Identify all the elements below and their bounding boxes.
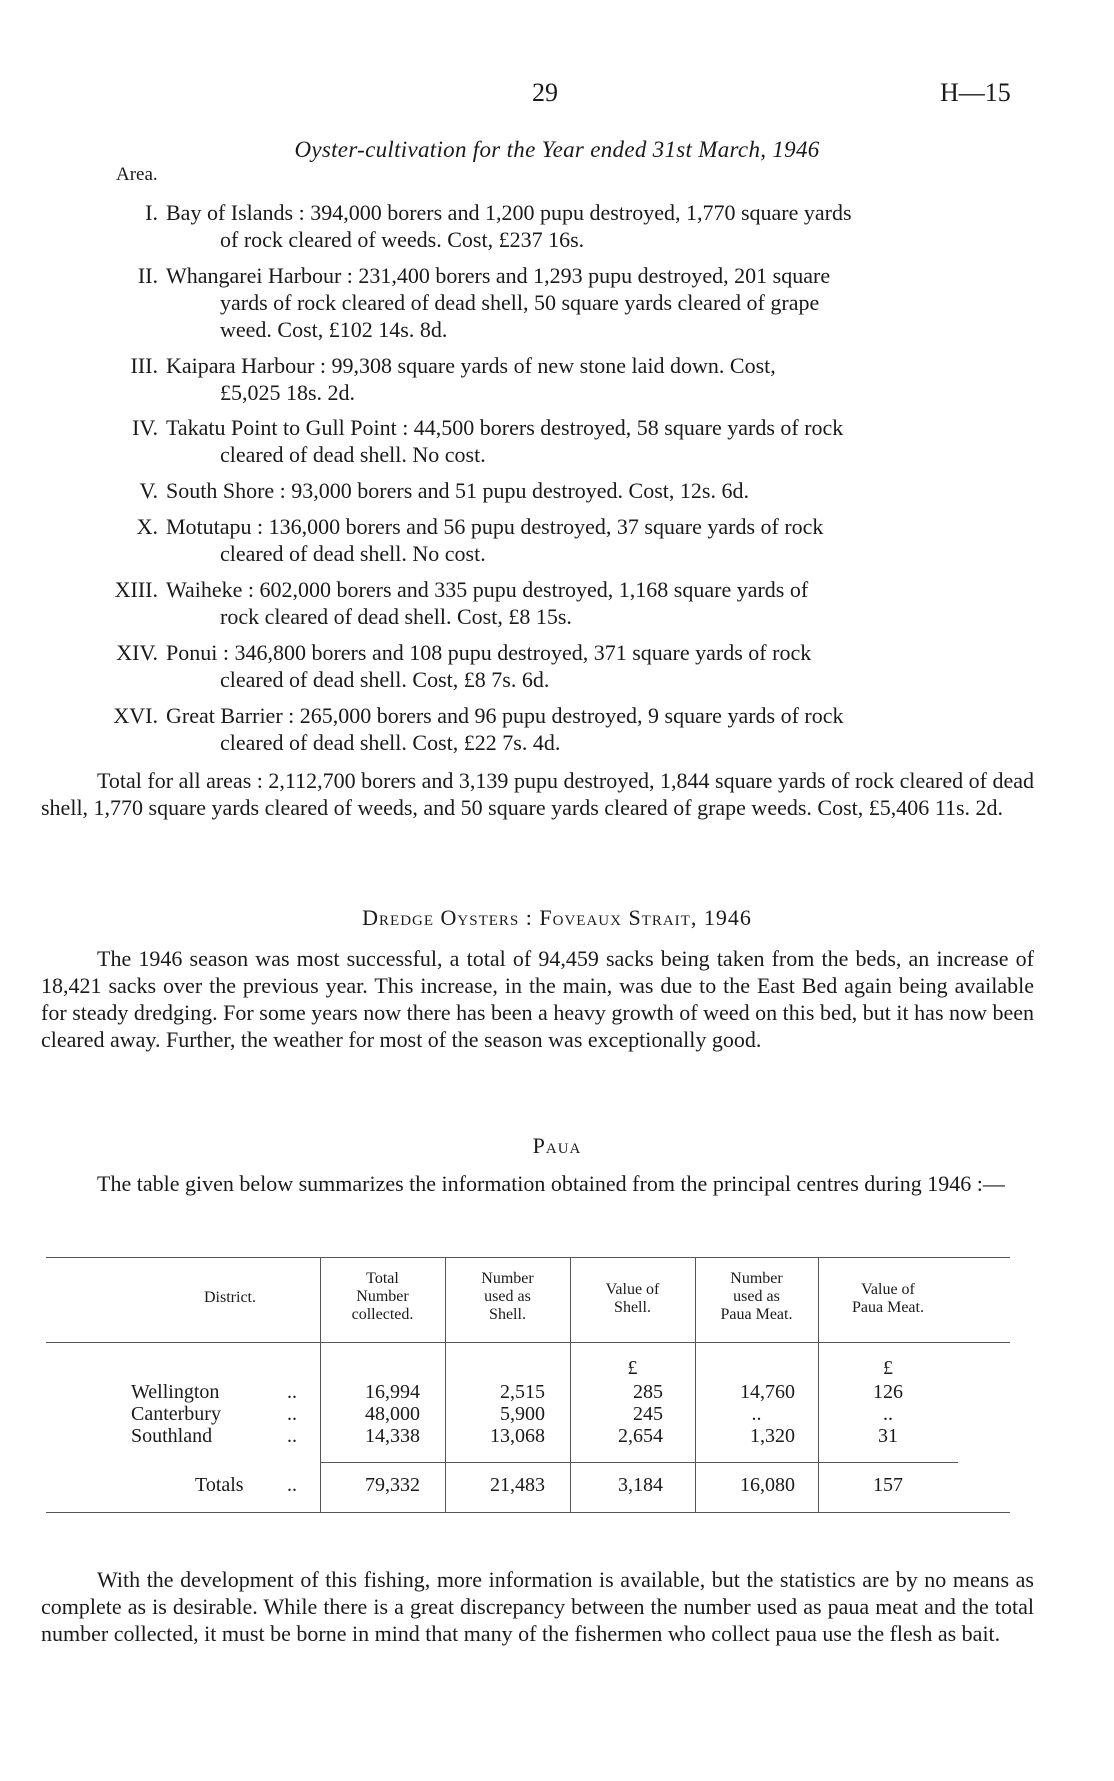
cell-leader-dots: ..	[287, 1425, 297, 1447]
cell-value-meat: ..	[883, 1403, 893, 1425]
paua-intro: The table given below summarizes the information obtained from the principal centres during 1946 :—	[97, 1171, 1005, 1196]
cell-meat: 1,320	[750, 1425, 795, 1447]
entry-text: cleared of dead shell. No cost.	[220, 442, 486, 467]
cell-leader-dots: ..	[287, 1403, 297, 1425]
entry-text: Waiheke : 602,000 borers and 335 pupu destroyed, 1,168 square yards of	[166, 577, 809, 602]
entry-text: Bay of Islands : 394,000 borers and 1,200 pupu destroyed, 1,770 square yards	[166, 200, 852, 225]
oyster-section-title: Oyster-cultivation for the Year ended 31st March, 1946	[294, 137, 820, 162]
entry-number: IV.	[132, 415, 158, 440]
cell-leader-dots: ..	[287, 1474, 297, 1496]
area-column-label: Area.	[116, 164, 158, 185]
entry-number: V.	[139, 478, 158, 503]
cell-shell: 21,483	[490, 1474, 545, 1496]
entry-text: cleared of dead shell. Cost, £22 7s. 4d.	[220, 730, 561, 755]
totals-label: Totals	[195, 1474, 244, 1496]
cell-meat: 16,080	[740, 1474, 795, 1496]
col-header-meat: Number used as Paua Meat.	[720, 1270, 793, 1323]
table-top-rule	[46, 1257, 1010, 1258]
cell-total: 79,332	[365, 1474, 420, 1496]
entry-text: Whangarei Harbour : 231,400 borers and 1,293 pupu destroyed, 201 square	[166, 263, 831, 288]
table-bottom-rule	[46, 1512, 1010, 1513]
entry-number: I.	[145, 200, 158, 225]
cell-value-meat: 157	[873, 1474, 903, 1496]
cell-leader-dots: ..	[287, 1381, 297, 1403]
cell-total: 16,994	[365, 1381, 420, 1403]
cell-value-shell: 2,654	[618, 1425, 663, 1447]
entry-number: XIV.	[116, 640, 158, 665]
currency-symbol-meat: £	[883, 1357, 893, 1379]
cell-total: 14,338	[365, 1425, 420, 1447]
col-header-value-shell: Value of Shell.	[605, 1281, 660, 1316]
entry-text: £5,025 18s. 2d.	[220, 380, 356, 405]
cell-value-meat: 31	[878, 1425, 898, 1447]
dredge-oysters-heading: Dredge Oysters : Foveaux Strait, 1946	[362, 905, 752, 930]
paua-heading: Paua	[532, 1133, 582, 1158]
entry-text: South Shore : 93,000 borers and 51 pupu destroyed. Cost, 12s. 6d.	[166, 478, 749, 503]
entry-text: weed. Cost, £102 14s. 8d.	[220, 317, 448, 342]
document-reference: H—15	[940, 78, 1011, 107]
col-header-total: Total Number collected.	[351, 1270, 414, 1323]
cell-value-shell: 285	[633, 1381, 663, 1403]
entry-text: of rock cleared of weeds. Cost, £237 16s.	[220, 227, 585, 252]
entry-text: Motutapu : 136,000 borers and 56 pupu destroyed, 37 square yards of rock	[166, 514, 824, 539]
entry-text: Kaipara Harbour : 99,308 square yards of new stone laid down. Cost,	[166, 353, 776, 378]
cell-shell: 13,068	[490, 1425, 545, 1447]
entry-text: cleared of dead shell. Cost, £8 7s. 6d.	[220, 667, 550, 692]
entry-number: XIII.	[114, 577, 158, 602]
entry-number: XVI.	[113, 703, 158, 728]
cell-total: 48,000	[365, 1403, 420, 1425]
entry-text: rock cleared of dead shell. Cost, £8 15s.	[220, 604, 572, 629]
entry-number: II.	[137, 263, 158, 288]
dredge-oysters-paragraph: The 1946 season was most successful, a total of 94,459 sacks being taken from the beds, an increase of 18,421 sacks over the previous year. This increase, in the main, was due to the East Bed again being available for steady dredging. For some years now there has been a heavy growth of weed on this bed, but it has now been cleared away. Further, the weather for most of the season was exceptionally good.	[41, 946, 1034, 1052]
cell-district: Wellington	[131, 1381, 220, 1403]
cell-shell: 5,900	[500, 1403, 545, 1425]
cell-meat: ..	[751, 1403, 762, 1425]
cell-district: Canterbury	[131, 1403, 221, 1425]
paua-closing-paragraph: With the development of this fishing, more information is available, but the statistics are by no means as complete as is desirable. While there is a great discrepancy between the number used as paua meat and the total number collected, it must be borne in mind that many of the fishermen who collect paua use the flesh as bait.	[41, 1567, 1034, 1646]
cell-district: Southland	[131, 1425, 213, 1447]
table-totals-rule	[320, 1462, 958, 1463]
currency-symbol-shell: £	[627, 1357, 638, 1379]
cell-shell: 2,515	[500, 1381, 545, 1403]
table-header-rule	[46, 1342, 1010, 1343]
cell-value-shell: 245	[633, 1403, 663, 1425]
entry-number: III.	[130, 353, 158, 378]
entry-text: cleared of dead shell. No cost.	[220, 541, 486, 566]
entry-text: Great Barrier : 265,000 borers and 96 pupu destroyed, 9 square yards of rock	[166, 703, 844, 728]
entry-text: Takatu Point to Gull Point : 44,500 borers destroyed, 58 square yards of rock	[166, 415, 844, 440]
cell-value-shell: 3,184	[618, 1474, 663, 1496]
oyster-total-paragraph: Total for all areas : 2,112,700 borers and 3,139 pupu destroyed, 1,844 square yards of rock cleared of dead shell, 1,770 square yards cleared of weeds, and 50 square yards cleared of grape weeds. Cost, £5,406 11s. 2d.	[41, 768, 1034, 820]
cell-value-meat: 126	[873, 1381, 903, 1403]
cell-meat: 14,760	[740, 1381, 795, 1403]
entry-number: X.	[136, 514, 158, 539]
col-header-district: District.	[204, 1289, 256, 1306]
page-number: 29	[532, 78, 558, 107]
entry-text: Ponui : 346,800 borers and 108 pupu destroyed, 371 square yards of rock	[166, 640, 812, 665]
col-header-shell: Number used as Shell.	[481, 1270, 534, 1323]
entry-text: yards of rock cleared of dead shell, 50 square yards cleared of grape	[220, 290, 820, 315]
col-header-value-meat: Value of Paua Meat.	[852, 1281, 924, 1316]
